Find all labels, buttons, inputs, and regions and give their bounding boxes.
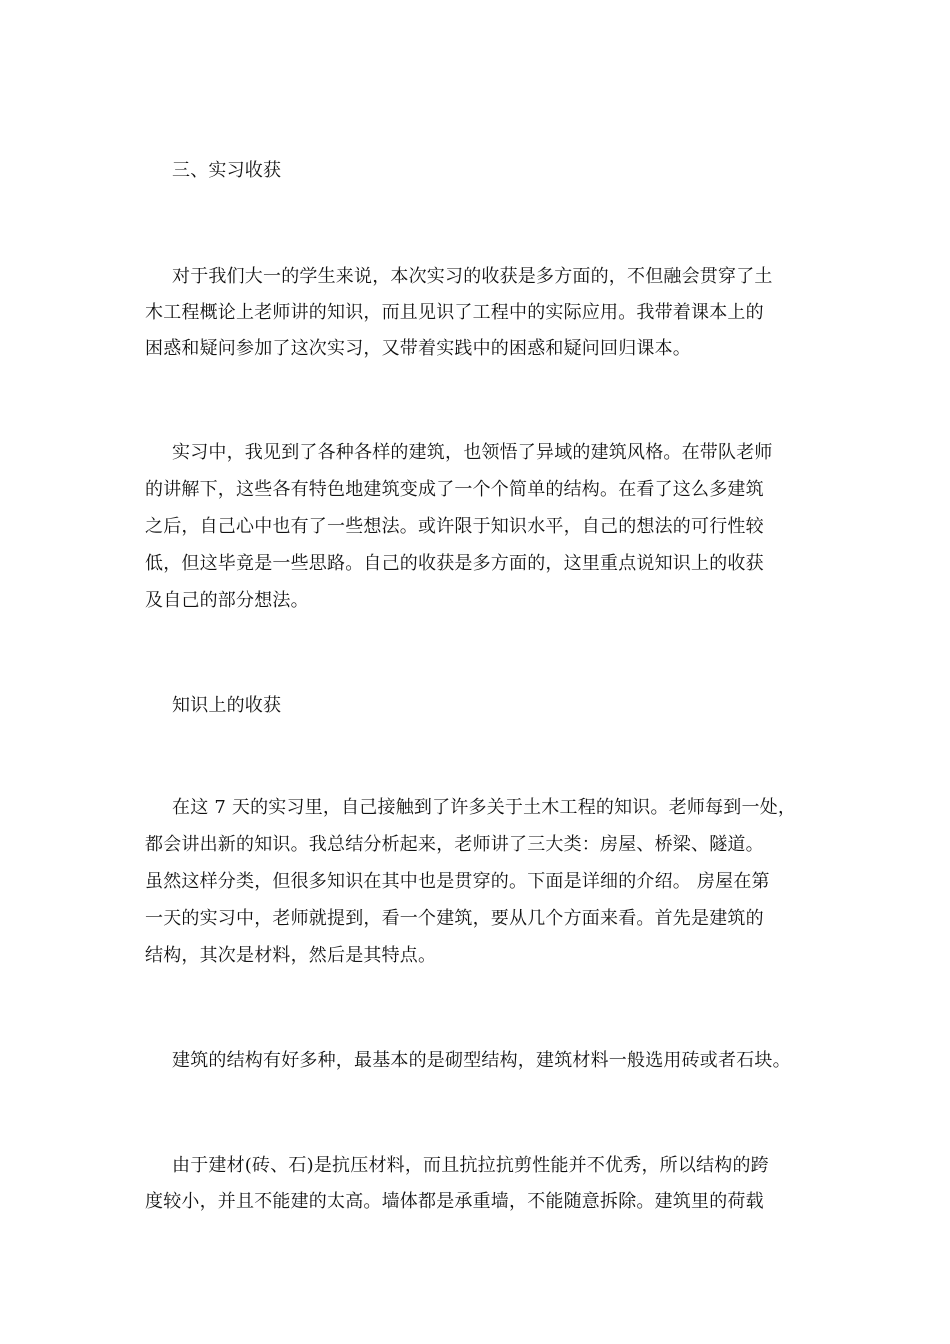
paragraph-line: 建筑的结构有好多种，最基本的是砌型结构，建筑材料一般选用砖或者石块。: [172, 1050, 791, 1071]
section-heading-knowledge: 知识上的收获: [172, 695, 282, 716]
paragraph-line: 木工程概论上老师讲的知识，而且见识了工程中的实际应用。我带着课本上的: [145, 302, 764, 323]
paragraph-line: 度较小，并且不能建的太高。墙体都是承重墙，不能随意拆除。建筑里的荷载: [145, 1191, 764, 1212]
section-heading-harvest: 三、实习收获: [172, 160, 282, 181]
paragraph-line: 结构，其次是材料，然后是其特点。: [145, 945, 437, 966]
paragraph-line: 之后，自己心中也有了一些想法。或许限于知识水平，自己的想法的可行性较: [145, 516, 764, 537]
paragraph-line: 低，但这毕竟是一些思路。自己的收获是多方面的，这里重点说知识上的收获: [145, 553, 764, 574]
paragraph-line: 在这 7 天的实习里，自己接触到了许多关于土木工程的知识。老师每到一处，: [172, 797, 797, 818]
paragraph-line: 实习中，我见到了各种各样的建筑，也领悟了异域的建筑风格。在带队老师: [172, 442, 773, 463]
paragraph-line: 一天的实习中，老师就提到，看一个建筑，要从几个方面来看。首先是建筑的: [145, 908, 764, 929]
paragraph-line: 困惑和疑问参加了这次实习，又带着实践中的困惑和疑问回归课本。: [145, 338, 691, 359]
paragraph-line: 都会讲出新的知识。我总结分析起来，老师讲了三大类：房屋、桥梁、隧道。: [145, 834, 764, 855]
paragraph-line: 虽然这样分类，但很多知识在其中也是贯穿的。下面是详细的介绍。 房屋在第: [145, 871, 770, 892]
paragraph-line: 及自己的部分想法。: [145, 590, 309, 611]
paragraph-line: 由于建材(砖、石)是抗压材料，而且抗拉抗剪性能并不优秀，所以结构的跨: [172, 1155, 769, 1176]
paragraph-line: 的讲解下，这些各有特色地建筑变成了一个个简单的结构。在看了这么多建筑: [145, 479, 764, 500]
paragraph-line: 对于我们大一的学生来说，本次实习的收获是多方面的，不但融会贯穿了土: [172, 266, 773, 287]
